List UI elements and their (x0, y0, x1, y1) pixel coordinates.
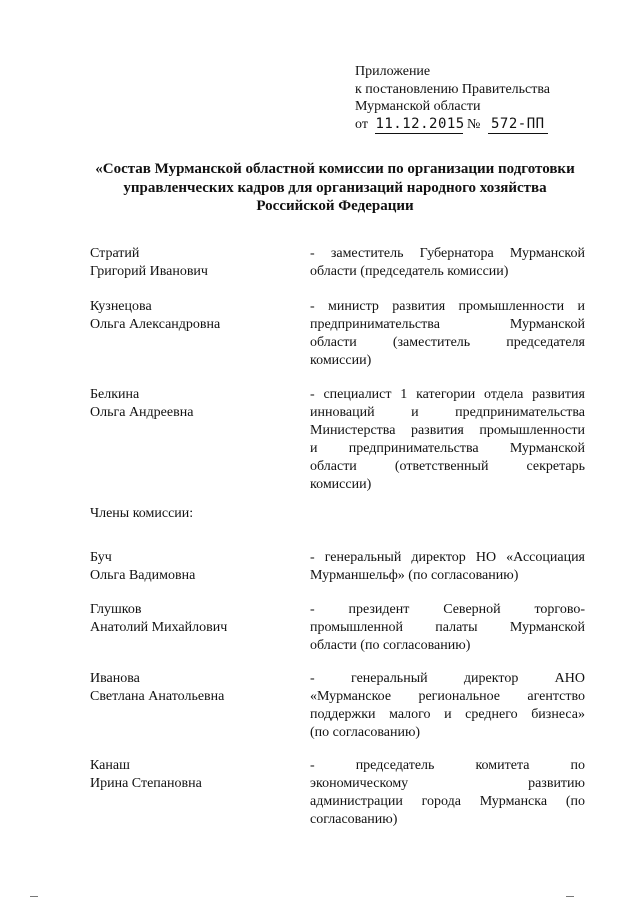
role-line: - специалист 1 категории отдела развития (310, 387, 585, 402)
members-header: Члены комиссии: (90, 506, 194, 521)
decree-number: 572-ПП (488, 116, 548, 135)
member-surname: Буч (90, 550, 112, 565)
scan-edge-mark (30, 896, 38, 897)
role-line: поддержки малого и среднего бизнеса» (310, 707, 585, 722)
title-line: «Состав Мурманской областной комиссии по организации подготовки (95, 161, 575, 177)
member-role (310, 549, 585, 585)
member-role (310, 757, 585, 829)
role-line: согласованию) (310, 812, 398, 827)
member-surname: Белкина (90, 387, 140, 402)
role-line: - президент Северной торгово- (310, 602, 585, 617)
role-line: - генеральный директор АНО (310, 671, 585, 686)
member-given-name: Григорий Иванович (90, 264, 208, 279)
member-name (90, 386, 290, 422)
role-line: экономическому развитию (310, 776, 585, 791)
member-name (90, 298, 290, 334)
role-line: администрации города Мурманска (по (310, 794, 585, 809)
appendix-line: Мурманской области (355, 99, 481, 114)
appendix-line: Приложение (355, 64, 431, 79)
role-line: области (по согласованию) (310, 638, 471, 653)
role-line: области (председатель комиссии) (310, 264, 509, 279)
member-role (310, 386, 585, 494)
role-line: Министерства развития промышленности (310, 423, 585, 438)
role-line: «Мурманское региональное агентство (310, 689, 585, 704)
member-role (310, 298, 585, 370)
role-line: комиссии) (310, 477, 372, 492)
role-line: инноваций и предпринимательства (310, 405, 585, 420)
member-given-name: Ольга Андреевна (90, 405, 194, 420)
role-line: промышленной палаты Мурманской (310, 620, 585, 635)
date-prefix: от (355, 116, 368, 132)
role-line: области (ответственный секретарь (310, 459, 585, 474)
scan-edge-mark (566, 896, 574, 897)
member-surname: Кузнецова (90, 299, 152, 314)
title-line: управленческих кадров для организаций народного хозяйства (123, 179, 547, 196)
member-given-name: Ольга Александровна (90, 317, 221, 332)
appendix-date-line (355, 116, 550, 135)
role-line: - генеральный директор НО «Ассоциация (310, 550, 585, 565)
member-surname: Глушков (90, 602, 142, 617)
role-line: (по согласованию) (310, 725, 421, 740)
title-line: Российской Федерации (256, 198, 414, 214)
member-role (310, 601, 585, 655)
appendix-block (355, 63, 550, 134)
member-given-name: Ольга Вадимовна (90, 568, 196, 583)
member-name (90, 601, 290, 637)
member-name (90, 757, 290, 793)
member-name (90, 549, 290, 585)
member-surname: Канаш (90, 758, 130, 773)
document-title (60, 160, 610, 216)
member-role (310, 670, 585, 742)
role-line: предпринимательства Мурманской (310, 317, 585, 332)
appendix-line: к постановлению Правительства (355, 81, 551, 97)
decree-date: 11.12.2015 (375, 116, 463, 135)
member-surname: Иванова (90, 671, 140, 686)
role-line: комиссии) (310, 353, 372, 368)
member-name (90, 245, 290, 281)
number-prefix: № (466, 116, 481, 132)
member-surname: Стратий (90, 246, 140, 261)
role-line: области (заместитель председателя (310, 335, 585, 350)
role-line: - председатель комитета по (310, 758, 585, 773)
member-name (90, 670, 290, 706)
member-given-name: Ирина Степановна (90, 776, 202, 791)
member-role (310, 245, 585, 281)
role-line: и предпринимательства Мурманской (310, 441, 585, 456)
role-line: - заместитель Губернатора Мурманской (310, 246, 585, 261)
role-line: - министр развития промышленности и (310, 299, 585, 314)
role-line: Мурманшельф» (по согласованию) (310, 568, 519, 583)
member-given-name: Светлана Анатольевна (90, 689, 225, 704)
member-given-name: Анатолий Михайлович (90, 620, 228, 635)
